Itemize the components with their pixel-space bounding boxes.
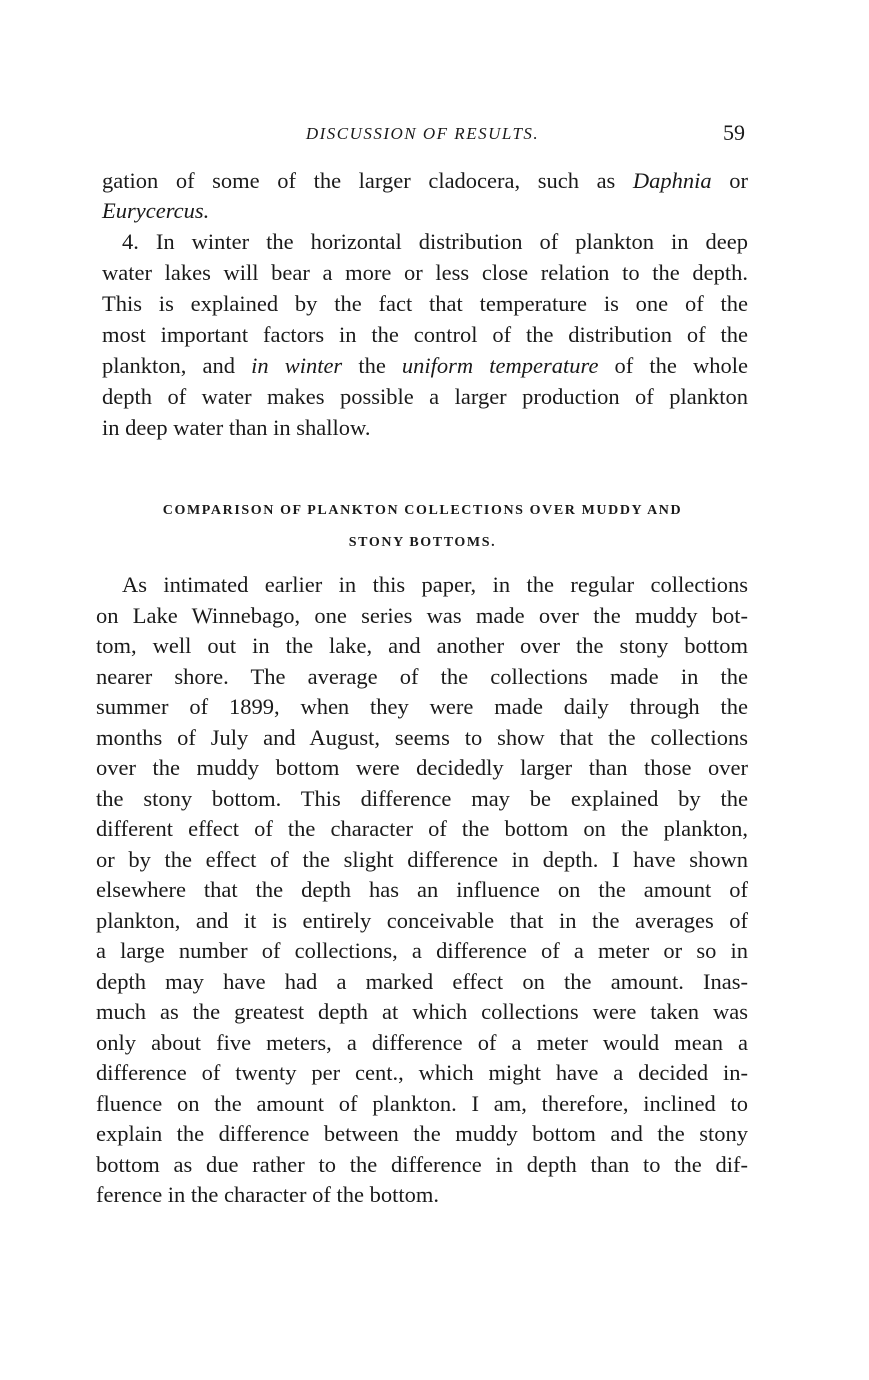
text-line: only about five meters, a difference of a meter would mean a (96, 1029, 748, 1055)
text-run: or (711, 168, 748, 193)
text-line: bottom as due rather to the difference in depth than to the dif- (96, 1151, 748, 1177)
text-line: months of July and August, seems to show that the collections (96, 724, 748, 750)
text-line: tom, well out in the lake, and another over the stony bottom (96, 633, 748, 658)
text-line: summer of 1899, when they were made daily through the (96, 694, 748, 719)
text-run: most important factors in the control of the distribution of the (102, 322, 748, 347)
text-line (102, 382, 748, 412)
text-line (102, 351, 748, 381)
italic-term: uniform temperature (401, 353, 599, 378)
text-run: 4. In winter the horizontal distribution of plankton in deep (122, 229, 748, 254)
text-run: plankton, and (102, 353, 252, 378)
text-run: depth of water makes possible a larger production of plankton (102, 384, 748, 409)
text-line (102, 258, 748, 288)
text-line (102, 166, 748, 196)
text-line (102, 320, 748, 350)
page-header (100, 118, 745, 148)
text-line: fluence on the amount of plankton. I am, therefore, inclined to (96, 1090, 748, 1116)
section-heading-continued: STONY BOTTOMS. (348, 535, 497, 550)
page-number: 59 (723, 120, 745, 145)
text-run: water lakes will bear a more or less close relation to the depth. (102, 260, 748, 285)
running-title: DISCUSSION OF RESULTS. (305, 124, 540, 143)
text-line: depth may have had a marked effect on the amount. Inas- (96, 968, 748, 994)
text-run: in deep water than in shallow. (102, 415, 371, 440)
text-line: over the muddy bottom were decidedly larger than those over (96, 755, 748, 780)
text-line: difference of twenty per cent., which might have a decided in- (96, 1060, 748, 1085)
text-line: or by the effect of the slight difference in depth. I have shown (96, 846, 748, 872)
text-line: the stony bottom. This difference may be explained by the (96, 785, 748, 811)
text-line: plankton, and it is entirely conceivable that in the averages of (96, 907, 748, 933)
text-line: explain the difference between the muddy bottom and the stony (96, 1121, 748, 1146)
text-run: gation of some of the larger cladocera, such as (102, 168, 633, 193)
text-run: of the whole (598, 353, 748, 378)
text-line (102, 196, 209, 226)
text-line: ference in the character of the bottom. (96, 1182, 439, 1207)
text-line: As intimated earlier in this paper, in the regular collections (122, 572, 748, 597)
text-line: nearer shore. The average of the collections made in the (96, 663, 748, 689)
italic-term: Eurycercus. (102, 198, 210, 223)
text-line (102, 289, 748, 319)
italic-term: Daphnia (632, 168, 712, 193)
text-run: the (342, 353, 402, 378)
text-line: much as the greatest depth at which collections were taken was (96, 999, 748, 1024)
text-line: on Lake Winnebago, one series was made over the muddy bot- (96, 602, 748, 628)
text-line: a large number of collections, a difference of a meter or so in (96, 938, 748, 963)
text-line (102, 413, 370, 443)
text-line (102, 227, 748, 257)
italic-term: in winter (251, 353, 343, 378)
text-run: This is explained by the fact that temperature is one of the (102, 291, 748, 316)
text-line: elsewhere that the depth has an influence on the amount of (96, 877, 748, 902)
text-line: different effect of the character of the bottom on the plankton, (96, 816, 748, 841)
section-heading: COMPARISON OF PLANKTON COLLECTIONS OVER MUDDY AND (162, 503, 683, 518)
